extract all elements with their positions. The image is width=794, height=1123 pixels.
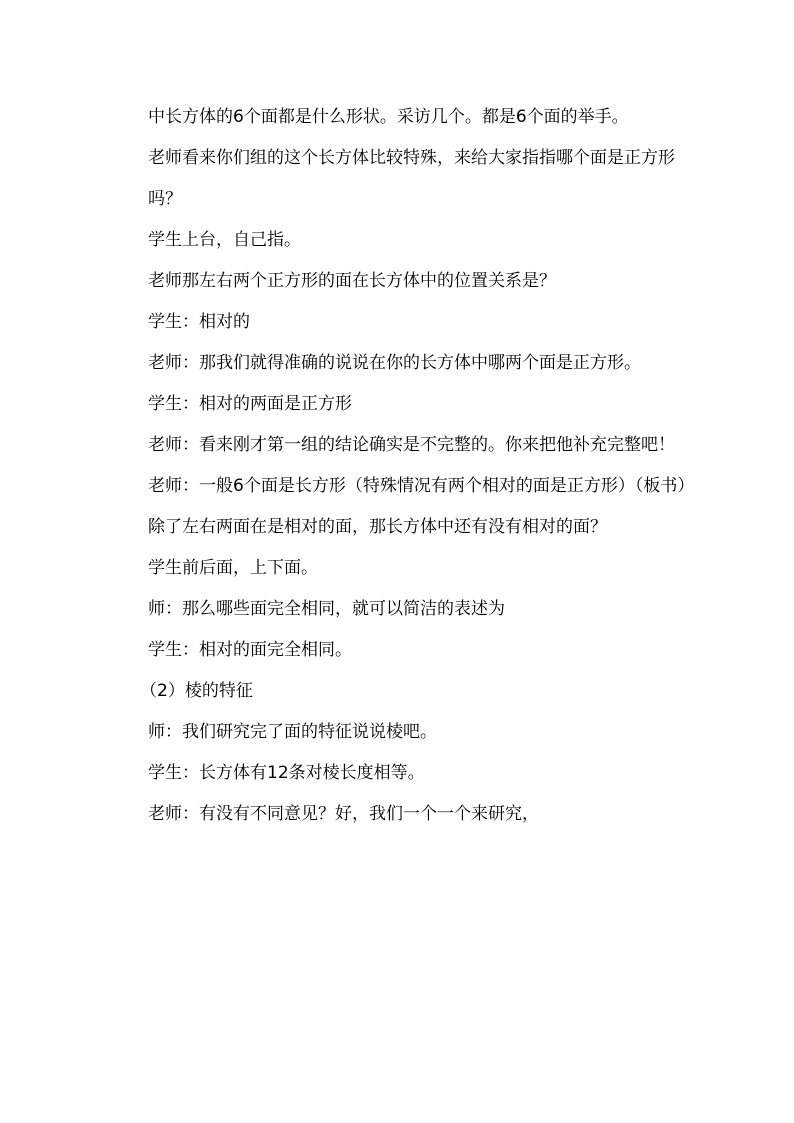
paragraph: 学生：相对的面完全相同。 bbox=[148, 640, 352, 660]
paragraph: 师：我们研究完了面的特征说说棱吧。 bbox=[148, 722, 437, 742]
section-heading: （2）棱的特征 bbox=[140, 681, 253, 701]
paragraph: 老师：一般6个面是长方形（特殊情况有两个相对的面是正方形）（板书）除了左右两面在是相对的面，那长方体中还有没有相对的面？ bbox=[148, 476, 686, 537]
paragraph: 学生前后面，上下面。 bbox=[148, 558, 318, 578]
paragraph: 学生：相对的两面是正方形 bbox=[148, 394, 352, 414]
paragraph: 老师那左右两个正方形的面在长方体中的位置关系是？ bbox=[148, 271, 556, 291]
paragraph: 老师：有没有不同意见？好，我们一个一个来研究， bbox=[148, 804, 539, 824]
paragraph: 学生上台，自己指。 bbox=[148, 230, 301, 250]
paragraph: 中长方体的6个面都是什么形状。采访几个。都是6个面的举手。 bbox=[148, 107, 629, 127]
paragraph: 老师：看来刚才第一组的结论确实是不完整的。你来把他补充完整吧！ bbox=[148, 435, 675, 455]
paragraph: 师：那么哪些面完全相同，就可以简洁的表述为 bbox=[148, 599, 505, 619]
paragraph: 老师：那我们就得准确的说说在你的长方体中哪两个面是正方形。 bbox=[148, 353, 641, 373]
paragraph: 老师看来你们组的这个长方体比较特殊，来给大家指指哪个面是正方形吗？ bbox=[148, 148, 675, 209]
paragraph: 学生：长方体有12条对棱长度相等。 bbox=[148, 763, 425, 783]
paragraph: 学生：相对的 bbox=[148, 312, 250, 332]
document-body bbox=[140, 97, 688, 835]
